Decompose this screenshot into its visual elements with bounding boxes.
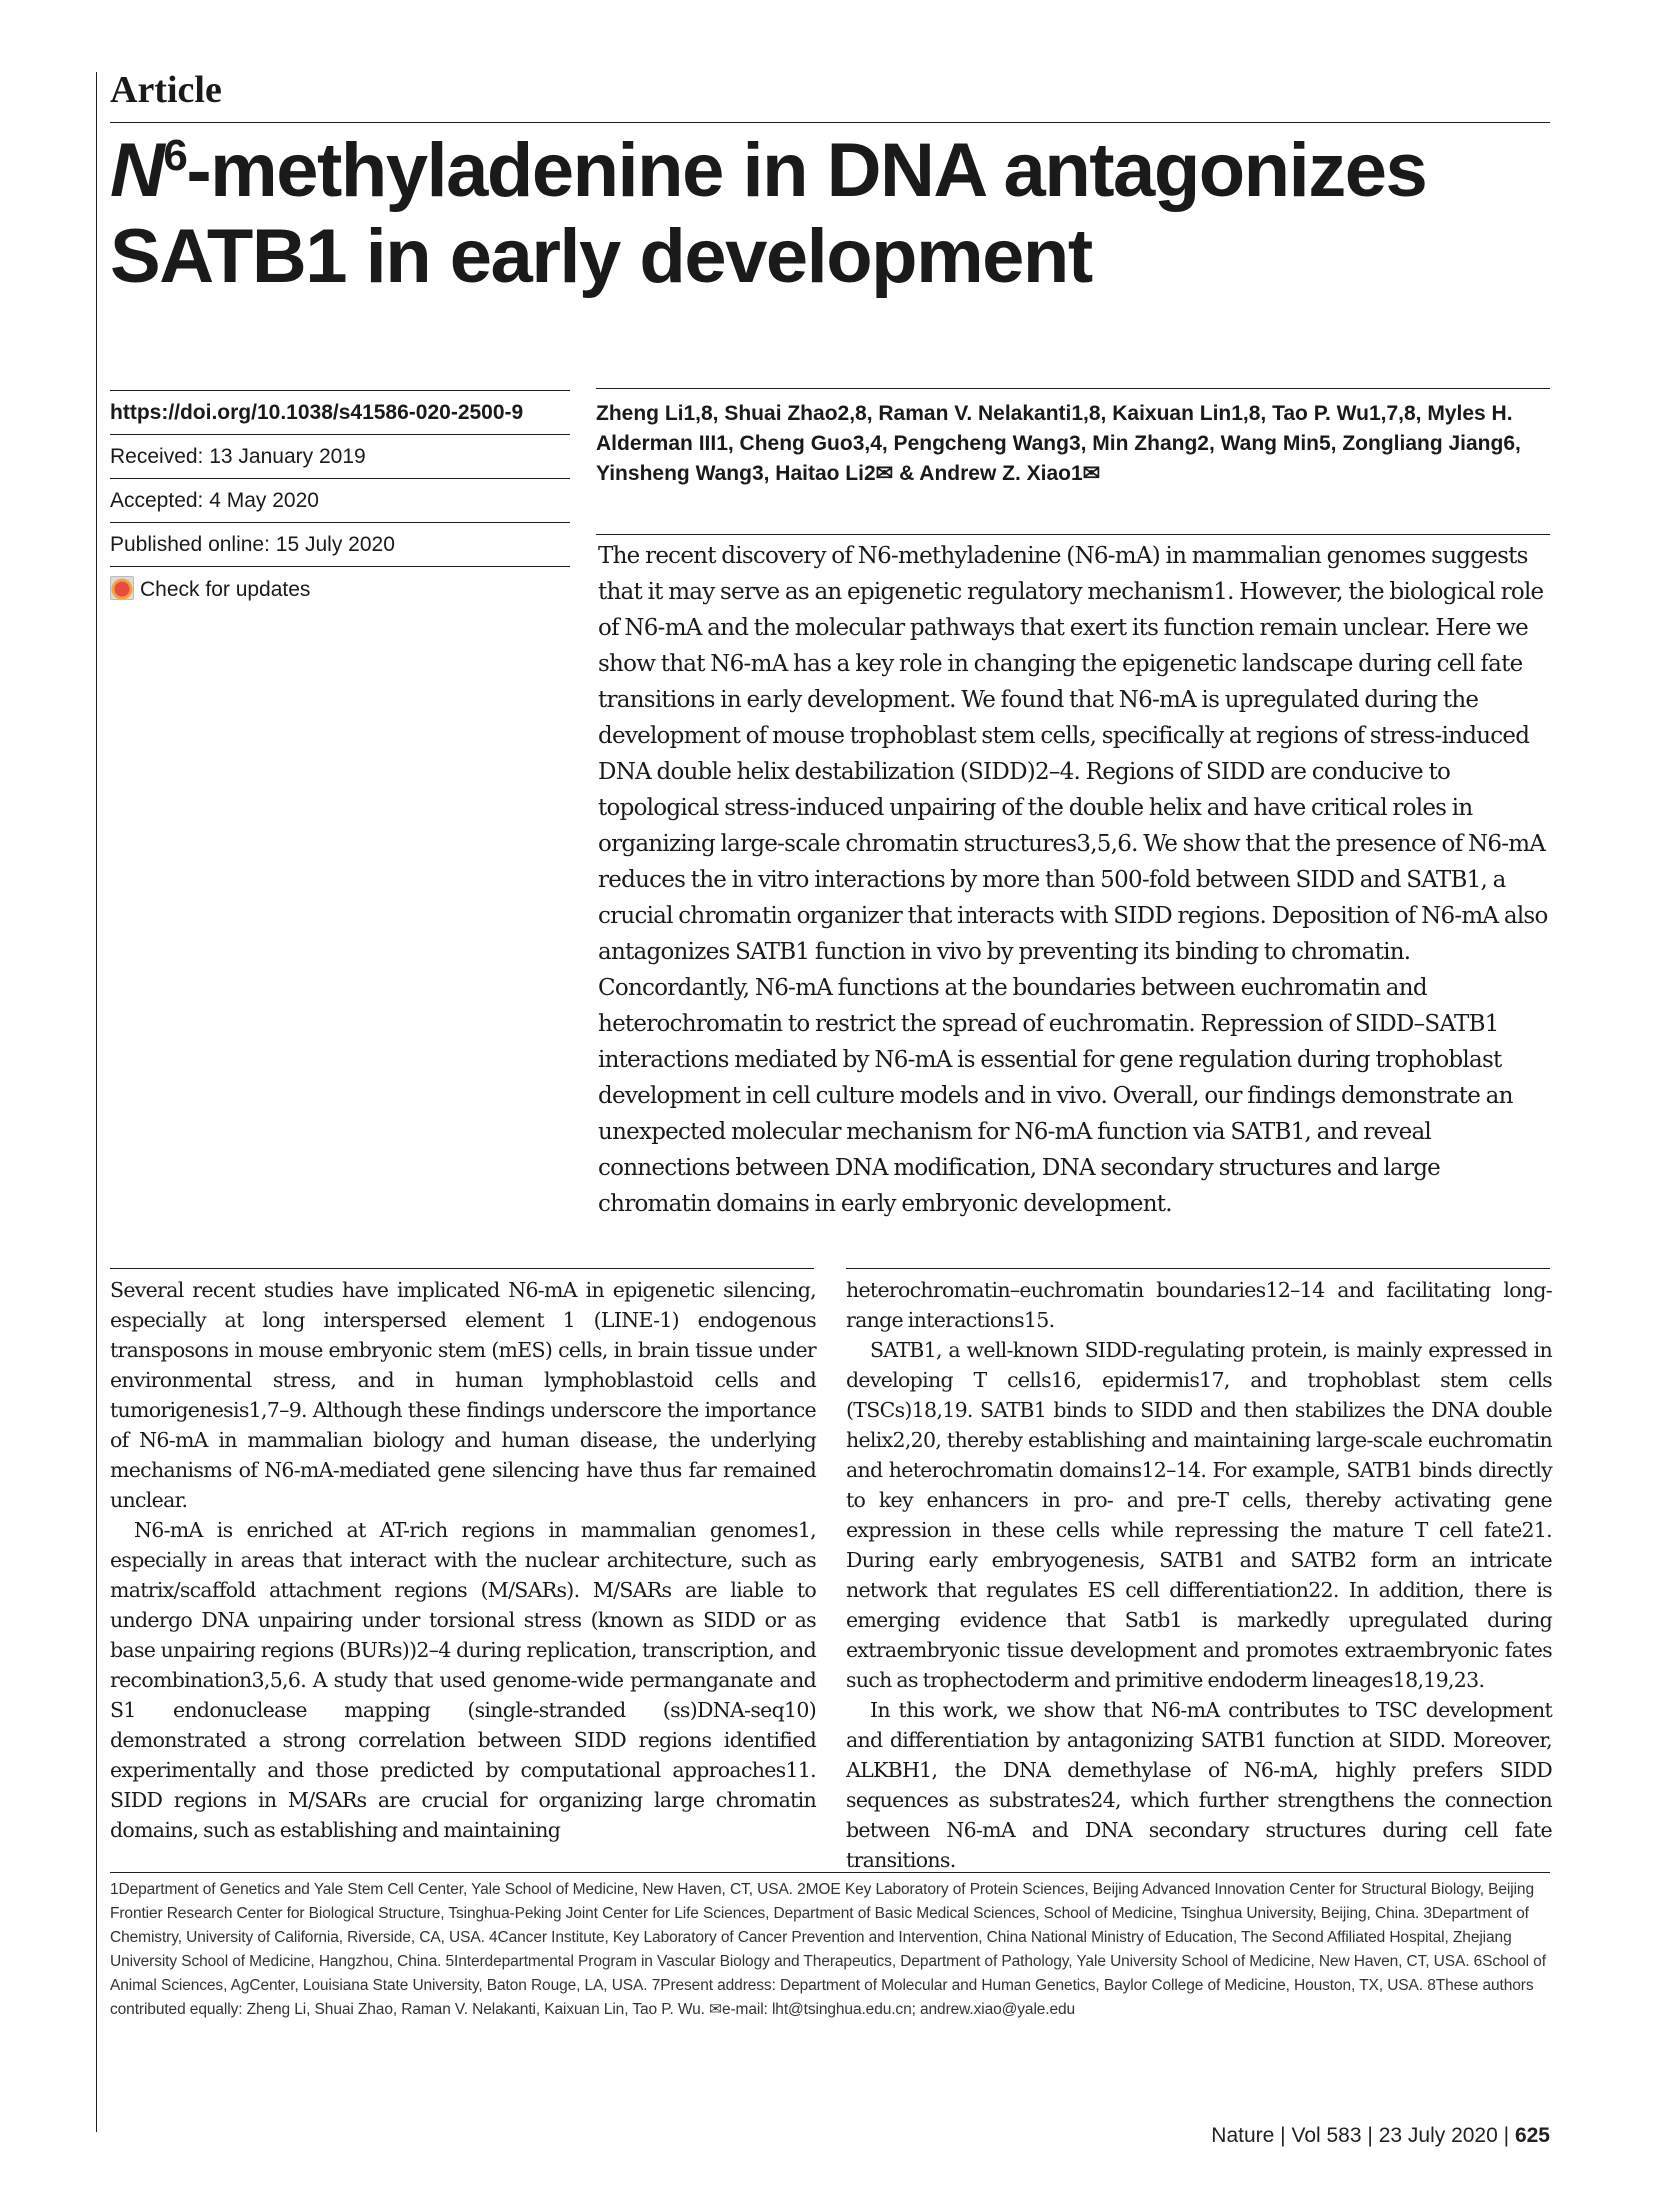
footer-separator: | xyxy=(1503,2124,1510,2147)
article-title xyxy=(110,128,1530,300)
volume: Vol 583 xyxy=(1291,2124,1362,2147)
article-metadata xyxy=(110,390,570,611)
author-list: Zheng Li1,8, Shuai Zhao2,8, Raman V. Nelakanti1,8, Kaixuan Lin1,8, Tao P. Wu1,7,8, Myles H. Alderman III1, Cheng Guo3,4, Pengcheng Wang3, Min Zhang2, Wang Min5, Zongliang Jiang6, Yinsheng Wang3, Haitao Li2✉ & Andrew Z. Xiao1✉ xyxy=(596,388,1550,489)
left-margin-rule xyxy=(96,72,97,2132)
check-for-updates-label: Check for updates xyxy=(140,578,311,601)
title-superscript: 6 xyxy=(163,131,187,180)
abstract xyxy=(598,538,1550,1222)
accepted-date: Accepted: 4 May 2020 xyxy=(110,478,570,522)
issue-date: 23 July 2020 xyxy=(1378,2124,1498,2147)
received-date: Received: 13 January 2019 xyxy=(110,434,570,478)
article-type-label: Article xyxy=(110,69,222,111)
header-rule xyxy=(110,122,1550,123)
body-paragraph: SATB1, a well-known SIDD-regulating protein, is mainly expressed in developing T cells16, epidermis17, and trophoblast stem cells (TSCs)18,19. SATB1 binds to SIDD and then stabilizes the DNA double helix2,20, thereby establishing and maintaining large-scale euchromatin and heterochromatin domains12–14. For example, SATB1 binds directly to key enhancers in pro- and pre-T cells, thereby activating gene expression in these cells while repressing the mature T cell fate21. During early embryogenesis, SATB1 and SATB2 form an intricate network that regulates ES cell differentiation22. In addition, there is emerging evidence that Satb1 is markedly upregulated during extraembryonic tissue development and promotes extraembryonic fates such as trophectoderm and primitive endoderm lineages18,19,23. xyxy=(846,1338,1552,1692)
page-number: 625 xyxy=(1514,2124,1550,2147)
abstract-text: The recent discovery of N6-methyladenine (N6-mA) in mammalian genomes suggests that it may serve as an epigenetic regulatory mechanism1. However, the biological role of N6-mA and the molecular pathways that exert its function remain unclear. Here we show that N6-mA has a key role in changing the epigenetic landscape during cell fate transitions in early development. We found that N6-mA is upregulated during the development of mouse trophoblast stem cells, specifically at regions of stress-induced DNA double helix destabilization (SIDD)2–4. Regions of SIDD are conducive to topological stress-induced unpairing of the double helix and have critical roles in organizing large-scale chromatin structures3,5,6. We show that the presence of N6-mA reduces the in vitro interactions by more than 500-fold between SIDD and SATB1, a crucial chromatin organizer that interacts with SIDD regions. Deposition of N6-mA also antagonizes SATB1 function in vivo by preventing its binding to chromatin. Concordantly, N6-mA functions at the boundaries between euchromatin and heterochromatin to restrict the spread of euchromatin. Repression of SIDD–SATB1 interactions mediated by N6-mA is essential for gene regulation during trophoblast development in cell culture models and in vivo. Overall, our findings demonstrate an unexpected molecular mechanism for N6-mA function via SATB1, and reveal connections between DNA modification, DNA secondary structures and large chromatin domains in early embryonic development. xyxy=(598,543,1548,1217)
journal-name: Nature xyxy=(1211,2124,1275,2147)
body-paragraph: heterochromatin–euchromatin boundaries12–14 and facilitating long-range interactions15. xyxy=(846,1278,1552,1332)
body-column-right xyxy=(846,1275,1552,1875)
published-date: Published online: 15 July 2020 xyxy=(110,522,570,566)
crossmark-icon xyxy=(110,576,134,600)
body-column-left xyxy=(110,1275,816,1845)
footnote-rule xyxy=(110,1872,1550,1873)
title-italic-n: N xyxy=(110,128,164,213)
page-footer xyxy=(1211,2124,1550,2148)
author-affiliations: 1Department of Genetics and Yale Stem Cell Center, Yale School of Medicine, New Haven, CT, USA. 2MOE Key Laboratory of Protein Sciences, Beijing Advanced Innovation Center for Structural Biology, Beijing Frontier Research Center for Biological Structure, Tsinghua-Peking Joint Center for Life Sciences, Department of Basic Medical Sciences, School of Medicine, Tsinghua University, Beijing, China. 3Department of Chemistry, University of California, Riverside, CA, USA. 4Cancer Institute, Key Laboratory of Cancer Prevention and Intervention, China National Ministry of Education, The Second Affiliated Hospital, Zhejiang University School of Medicine, Hangzhou, China. 5Interdepartmental Program in Vascular Biology and Therapeutics, Department of Pathology, Yale University School of Medicine, New Haven, CT, USA. 6School of Animal Sciences, AgCenter, Louisiana State University, Baton Rouge, LA, USA. 7Present address: Department of Molecular and Human Genetics, Baylor College of Medicine, Houston, TX, USA. 8These authors contributed equally: Zheng Li, Shuai Zhao, Raman V. Nelakanti, Kaixuan Lin, Tao P. Wu. ✉e-mail: lht@tsinghua.edu.cn; andrew.xiao@yale.edu xyxy=(110,1881,1546,2018)
title-line-1: -methyladenine in DNA antagonizes xyxy=(186,128,1427,213)
body-paragraph: In this work, we show that N6-mA contributes to TSC development and differentiation by antagonizing SATB1 function at SIDD. Moreover, ALKBH1, the DNA demethylase of N6-mA, highly prefers SIDD sequences as substrates24, which further strengthens the connection between N6-mA and DNA secondary structures during cell fate transitions. xyxy=(846,1698,1552,1872)
body-paragraph: N6-mA is enriched at AT-rich regions in mammalian genomes1, especially in areas that interact with the nuclear architecture, such as matrix/scaffold attachment regions (M/SARs). M/SARs are liable to undergo DNA unpairing under torsional stress (known as SIDD or as base unpairing regions (BURs))2–4 during replication, transcription, and recombination3,5,6. A study that used genome-wide permanganate and S1 endonuclease mapping (single-stranded (ss)DNA-seq10) demonstrated a strong correlation between SIDD regions identified experimentally and those predicted by computational approaches11. SIDD regions in M/SARs are crucial for organizing large chromatin domains, such as establishing and maintaining xyxy=(110,1518,816,1842)
footer-separator: | xyxy=(1367,2124,1373,2147)
body-rule-right xyxy=(846,1268,1550,1269)
title-line-2: SATB1 in early development xyxy=(110,214,1092,299)
abstract-rule xyxy=(596,534,1550,535)
body-paragraph: Several recent studies have implicated N6-mA in epigenetic silencing, especially at long interspersed element 1 (LINE-1) endogenous transposons in mouse embryonic stem (mES) cells, in brain tissue under environmental stress, and in human lymphoblastoid cells and tumorigenesis1,7–9. Although these findings underscore the importance of N6-mA in mammalian biology and human disease, the underlying mechanisms of N6-mA-mediated gene silencing have thus far remained unclear. xyxy=(110,1278,816,1512)
body-rule-left xyxy=(110,1268,814,1269)
footer-separator: | xyxy=(1280,2124,1286,2147)
check-for-updates-button[interactable] xyxy=(110,566,570,611)
doi-link[interactable]: https://doi.org/10.1038/s41586-020-2500-9 xyxy=(110,390,570,434)
